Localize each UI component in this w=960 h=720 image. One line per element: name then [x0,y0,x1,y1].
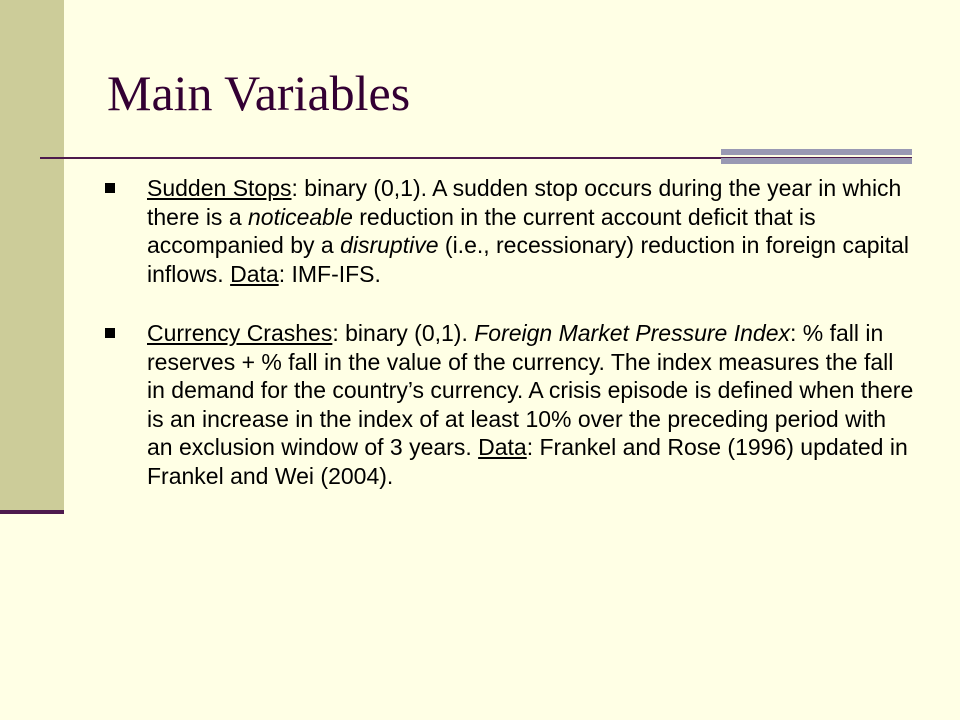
data-source-label: Data [230,260,279,287]
title-rule-accent [721,149,912,164]
bullet-text: (i.e., recessionary) reduction in foreign capital inflows. [147,232,909,287]
bullet-text: : % fall in reserves + % fall in the value of the currency. The index measures the fall in demand for the country’s currency. A crisis episode is defined when there is an increase in the index of at least 10% over the preceding period with an exclusion window of 3 years. [147,320,914,460]
side-accent-band [0,0,64,512]
bullet-emphasis: noticeable [248,203,353,230]
bullet-emphasis: disruptive [340,232,439,258]
data-source-label: Data [478,434,527,460]
bullet-currency-crashes [105,319,917,490]
bullet-marker-icon [105,328,115,338]
bullet-text: reduction in the current account deficit that is accompanied by a [147,203,816,258]
data-source-text: : IMF-IFS. [278,260,381,287]
bullet-text: : binary (0,1). [332,320,475,346]
bullet-emphasis: Foreign Market Pressure Index [474,320,790,346]
bullet-term: Currency Crashes [147,320,333,346]
data-source-text: : Frankel and Rose (1996) updated in Frankel and Wei (2004). [147,434,908,489]
bullet-term: Sudden Stops [147,175,292,201]
bullet-sudden-stops [105,174,917,288]
side-band-underline [0,510,64,514]
slide-title: Main Variables [107,65,411,121]
bullet-text: : binary (0,1). A sudden stop occurs during the year in which there is a [147,175,902,230]
bullet-marker-icon [105,183,115,193]
bullet-list [105,174,917,490]
